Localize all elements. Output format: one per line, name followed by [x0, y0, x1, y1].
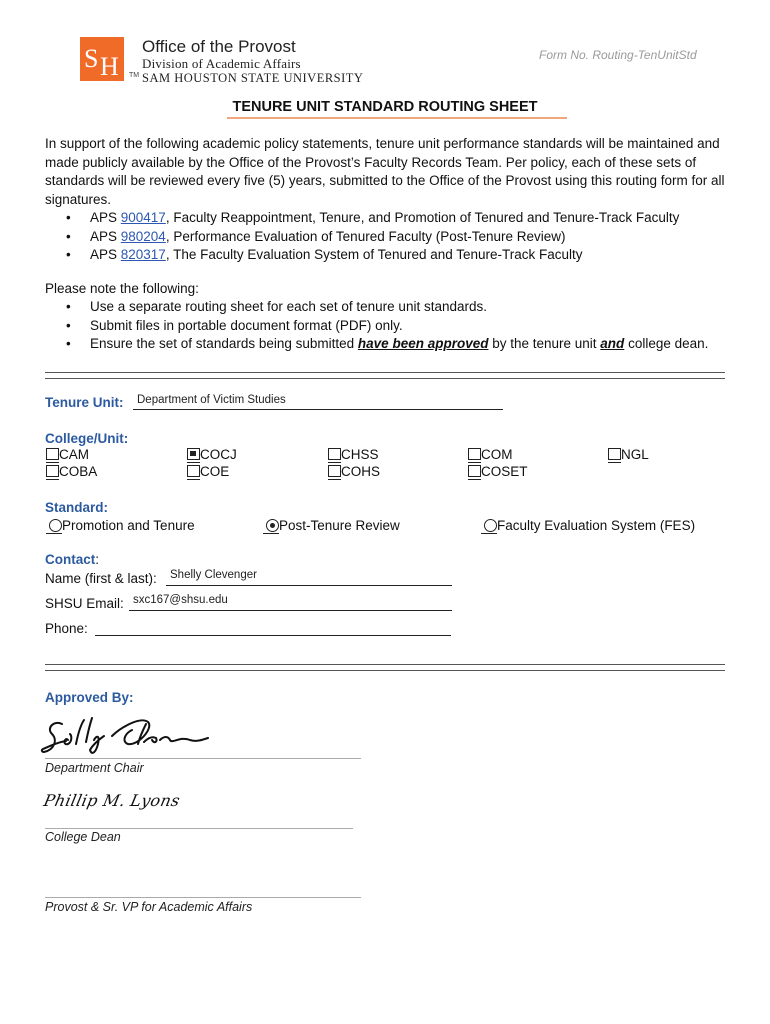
section-divider	[45, 372, 725, 379]
standard-option-promotion-tenure[interactable]: Promotion and Tenure	[46, 518, 195, 534]
phone-field[interactable]	[95, 619, 451, 636]
provost-caption: Provost & Sr. VP for Academic Affairs	[45, 900, 253, 914]
standard-label: Standard:	[45, 500, 109, 515]
college-option-coe[interactable]: COE	[187, 464, 229, 480]
page-title: TENURE UNIT STANDARD ROUTING SHEET	[232, 99, 538, 115]
college-option-coset[interactable]: COSET	[468, 464, 528, 480]
college-label: College/Unit:	[45, 431, 129, 446]
checkbox-icon	[46, 465, 59, 477]
dean-signature: Phillip M. Lyons	[41, 791, 182, 810]
note-item: • Ensure the set of standards being submitted have been approved by the tenure unit and college dean.	[45, 335, 745, 354]
policy-item: • APS 900417, Faculty Reappointment, Tenure, and Promotion of Tenured and Tenure-Track Faculty	[45, 209, 735, 228]
university-logo	[80, 37, 124, 81]
chair-caption: Department Chair	[45, 761, 144, 775]
form-number: Form No. Routing-TenUnitStd	[539, 48, 697, 62]
dean-signature-line	[45, 828, 353, 829]
notes-section	[45, 279, 745, 354]
standard-option-fes[interactable]: Faculty Evaluation System (FES)	[481, 518, 695, 534]
checkbox-icon	[328, 448, 341, 460]
standard-option-post-tenure-review[interactable]: Post-Tenure Review	[263, 518, 400, 534]
email-value: sxc167@shsu.edu	[133, 594, 228, 606]
college-option-com[interactable]: COM	[468, 447, 513, 463]
university-name: SAM HOUSTON STATE UNIVERSITY	[142, 71, 364, 85]
trademark-mark: TM	[129, 72, 140, 79]
checkbox-checked-icon	[187, 448, 200, 460]
note-item: • Submit files in portable document format (PDF) only.	[45, 317, 745, 336]
name-field[interactable]	[166, 569, 452, 586]
policy-item: • APS 820317, The Faculty Evaluation System of Tenured and Tenure-Track Faculty	[45, 246, 735, 265]
chair-signature	[40, 710, 215, 758]
checkbox-icon	[187, 465, 200, 477]
college-option-cam[interactable]: CAM	[46, 447, 89, 463]
college-option-chss[interactable]: CHSS	[328, 447, 379, 463]
policy-link-980204[interactable]: 980204	[120, 228, 166, 244]
checkbox-icon	[328, 465, 341, 477]
tenure-unit-field[interactable]	[133, 393, 503, 410]
policy-link-900417[interactable]: 900417	[120, 210, 166, 225]
checkbox-icon	[468, 465, 481, 477]
checkbox-icon	[468, 448, 481, 460]
policy-list	[45, 209, 735, 265]
college-option-ngl[interactable]: NGL	[608, 447, 649, 463]
title-rule	[227, 117, 567, 119]
logo-letter-s: S	[84, 44, 99, 73]
college-option-cocj[interactable]: COCJ	[187, 447, 237, 463]
policy-link-820317[interactable]: 820317	[120, 247, 166, 262]
email-label: SHSU Email:	[45, 596, 124, 611]
intro-section	[45, 135, 735, 265]
intro-paragraph: In support of the following academic policy statements, tenure unit performance standards will be maintained and made publicly available by the Office of the Provost’s Faculty Records Team. Per policy, each of these sets of standards will be reviewed every five (5) years, submitted to the Office of the Provost using this routing form for all signatures.	[45, 136, 725, 207]
tenure-unit-value: Department of Victim Studies	[137, 394, 286, 406]
name-label: Name (first & last):	[45, 571, 157, 586]
radio-icon	[49, 519, 62, 532]
email-field[interactable]	[129, 594, 452, 611]
tenure-unit-label: Tenure Unit:	[45, 395, 124, 410]
college-option-cohs[interactable]: COHS	[328, 464, 380, 480]
provost-signature-line	[45, 897, 361, 898]
notes-heading: Please note the following:	[45, 281, 199, 296]
name-value: Shelly Clevenger	[170, 569, 257, 581]
division-name: Division of Academic Affairs	[142, 56, 301, 71]
college-option-coba[interactable]: COBA	[46, 464, 97, 480]
logo-letter-h: H	[100, 52, 119, 81]
chair-signature-line	[45, 758, 361, 759]
section-divider	[45, 664, 725, 671]
radio-selected-icon	[266, 519, 279, 532]
radio-icon	[484, 519, 497, 532]
approved-by-heading: Approved By:	[45, 690, 134, 705]
checkbox-icon	[46, 448, 59, 460]
phone-label: Phone:	[45, 621, 88, 636]
notes-list	[45, 298, 745, 354]
dean-caption: College Dean	[45, 830, 121, 844]
office-name: Office of the Provost	[142, 37, 296, 56]
checkbox-icon	[608, 448, 621, 460]
contact-heading: Contact:	[45, 552, 100, 567]
note-item: • Use a separate routing sheet for each set of tenure unit standards.	[45, 298, 745, 317]
policy-item: • APS 980204, Performance Evaluation of Tenured Faculty (Post-Tenure Review)	[45, 228, 735, 247]
